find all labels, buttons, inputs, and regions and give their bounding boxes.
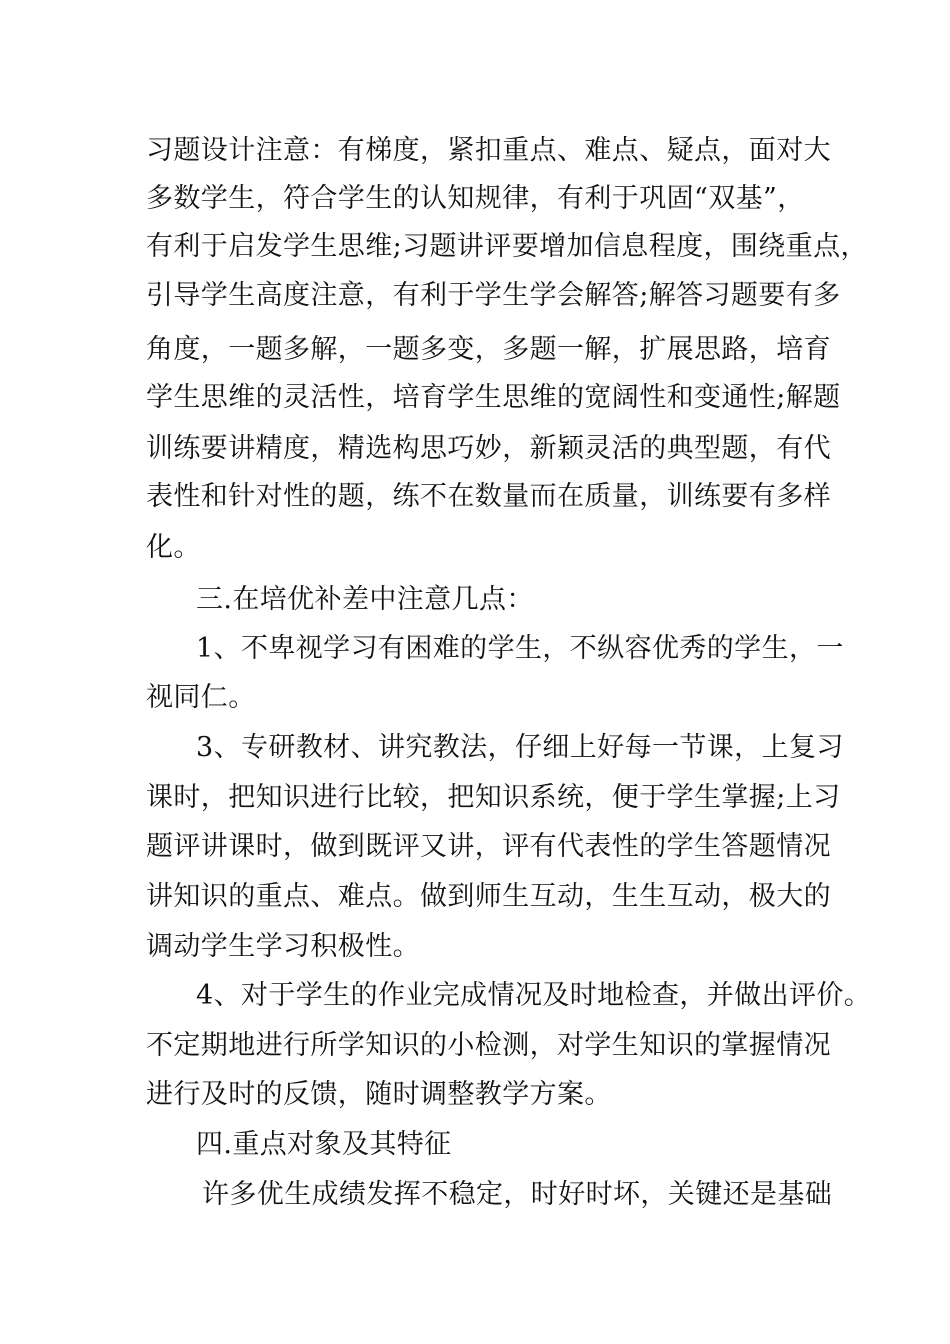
list-item-line: 3、专研教材、讲究教法，仔细上好每一节课，上复习 bbox=[196, 732, 844, 763]
text-line: 训练要讲精度，精选构思巧妙，新颖灵活的典型题，有代 bbox=[146, 433, 831, 464]
text-line: 进行及时的反馈，随时调整教学方案。 bbox=[146, 1079, 612, 1110]
text-line: 学生思维的灵活性，培育学生思维的宽阔性和变通性;解题 bbox=[146, 382, 841, 413]
text-line: 习题设计注意：有梯度，紧扣重点、难点、疑点，面对大 bbox=[146, 135, 831, 166]
text-line: 讲知识的重点、难点。做到师生互动，生生互动，极大的 bbox=[146, 881, 831, 912]
list-item-line: 1、不卑视学习有困难的学生，不纵容优秀的学生，一 bbox=[196, 633, 844, 664]
list-item-line: 4、对于学生的作业完成情况及时地检查，并做出评价。 bbox=[196, 980, 872, 1011]
text-line: 课时，把知识进行比较，把知识系统，便于学生掌握;上习 bbox=[146, 782, 841, 813]
text-line: 不定期地进行所学知识的小检测，对学生知识的掌握情况 bbox=[146, 1030, 831, 1061]
text-line: 角度，一题多解，一题多变，多题一解，扩展思路，培育 bbox=[146, 334, 831, 365]
text-line: 许多优生成绩发挥不稳定，时好时坏，关键还是基础 bbox=[202, 1179, 833, 1210]
text-line: 有利于启发学生思维;习题讲评要增加信息程度，围绕重点， bbox=[146, 231, 868, 262]
text-line: 视同仁。 bbox=[146, 682, 256, 713]
text-line: 化。 bbox=[146, 532, 201, 563]
section-heading: 四.重点对象及其特征 bbox=[196, 1129, 452, 1160]
text-line: 引导学生高度注意，有利于学生学会解答;解答习题要有多 bbox=[146, 280, 841, 311]
section-heading: 三.在培优补差中注意几点： bbox=[196, 584, 534, 615]
text-line: 题评讲课时，做到既评又讲，评有代表性的学生答题情况 bbox=[146, 831, 831, 862]
text-line: 调动学生学习积极性。 bbox=[146, 931, 420, 962]
text-line: 多数学生，符合学生的认知规律，有利于巩固“双基”， bbox=[146, 183, 805, 214]
text-line: 表性和针对性的题，练不在数量而在质量，训练要有多样 bbox=[146, 481, 831, 512]
